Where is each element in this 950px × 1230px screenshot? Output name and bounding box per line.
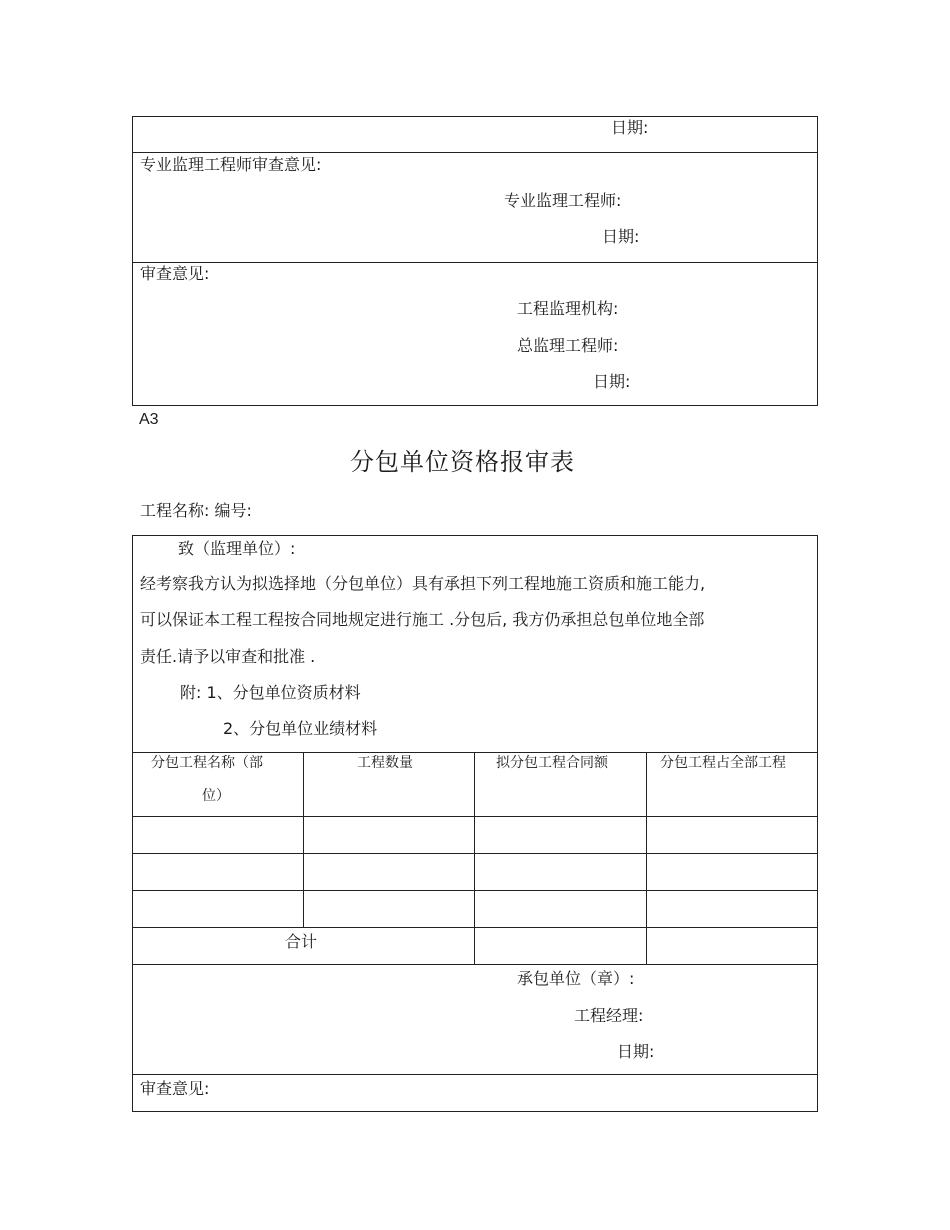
bottom-review-heading: 审查意见: [140,1079,210,1098]
top-form-divider-1 [132,152,818,153]
letter-line-2: 可以保证本工程工程按合同地规定进行施工 .分包后, 我方仍承担总包单位地全部 [140,610,705,629]
form-title: 分包单位资格报审表 [350,448,575,476]
specialist-date-label: 日期: [602,227,640,246]
table-total-bottom [132,964,818,965]
letter-recipient: 致（监理单位）: [178,539,296,558]
top-form-divider-2 [132,262,818,263]
col-header-quantity: 工程数量 [357,755,413,771]
table-top-border [132,752,818,753]
supervision-agency-label: 工程监理机构: [517,299,619,318]
signoff-date-label: 日期: [617,1042,655,1061]
contractor-seal-label: 承包单位（章）: [517,969,635,988]
col-header-subcontract-name-wrap: 位） [202,788,230,804]
specialist-review-heading: 专业监理工程师审查意见: [140,155,322,174]
specialist-engineer-label: 专业监理工程师: [504,191,622,210]
col-header-percentage: 分包工程占全部工程 [660,755,786,771]
review-heading: 审查意见: [140,264,210,283]
attachment-item-1: 附: 1、分包单位资质材料 [180,683,361,702]
top-date-label: 日期: [611,118,649,137]
table-row-line-1 [132,853,818,854]
project-name-line: 工程名称: 编号: [140,501,252,520]
total-label: 合计 [285,932,318,951]
attachment-item-2: 2、分包单位业绩材料 [223,719,378,738]
col-header-subcontract-name: 分包工程名称（部 [151,755,263,771]
table-row-line-3 [132,927,818,928]
table-col-divider-1 [303,752,304,927]
table-col-divider-2 [474,752,475,964]
review-date-label: 日期: [593,372,631,391]
table-header-bottom [132,816,818,817]
form-code: A3 [139,411,159,428]
chief-engineer-label: 总监理工程师: [517,336,619,355]
letter-line-1: 经考察我方认为拟选择地（分包单位）具有承担下列工程地施工资质和施工能力, [140,574,706,593]
project-manager-label: 工程经理: [574,1006,644,1025]
table-row-line-2 [132,890,818,891]
col-header-contract-amount: 拟分包工程合同额 [496,755,608,771]
signoff-bottom [132,1074,818,1075]
table-col-divider-3 [646,752,647,964]
letter-line-3: 责任.请予以审查和批准 . [140,647,316,666]
